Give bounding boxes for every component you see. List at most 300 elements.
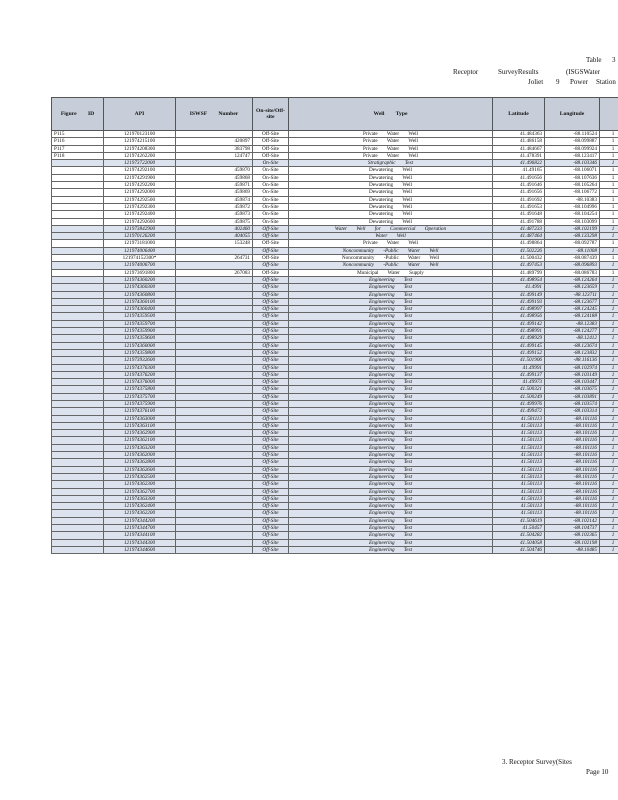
cell-site: Off-Site [253,357,289,364]
cell-lon: -88.102142 [545,517,600,524]
cell-lat: 41.499472 [493,408,545,415]
cell-x: 1 [600,408,618,415]
cell-x: 1 [600,247,618,254]
table-row [52,466,618,473]
table-row [52,225,618,232]
cell-lat: 41.49991 [493,364,545,371]
cell-fig [52,167,104,174]
cell-x: 1 [600,532,618,539]
cell-lon: -88.101116 [545,444,600,451]
cell-type: Private Water Well [289,131,493,138]
cell-fig [52,313,104,320]
col-header-well-type: Well Type [289,98,493,131]
cell-x: 1 [600,320,618,327]
cell-site: Off-Site [253,335,289,342]
cell-type: Dewatering Well [289,167,493,174]
cell-type: Engineering Test [289,532,493,539]
table-row [52,211,618,218]
cell-lat: 41.501113 [493,444,545,451]
table-row [52,525,618,532]
cell-site: Off-Site [253,313,289,320]
cell-lat: 41.484667 [493,145,545,152]
cell-x: 1 [600,364,618,371]
title-part: (ISGSWater [566,68,601,76]
table-row [52,349,618,356]
cell-api: 121973932600 [104,357,176,364]
cell-lon: -88.101116 [545,415,600,422]
cell-type: Water Well for Commercial Operation [289,225,493,232]
cell-lat: 41.498864 [493,240,545,247]
cell-lat: 41.491653 [493,203,545,210]
cell-type: Engineering Test [289,430,493,437]
cell-isws: 459875 [176,218,253,225]
table-row [52,262,618,269]
cell-x: 1 [600,357,618,364]
cell-site: On-Site [253,203,289,210]
cell-x: 1 [600,481,618,488]
cell-site: Off-Site [253,255,289,262]
cell-type: Dewatering Well [289,218,493,225]
cell-type: Private Water Well [289,240,493,247]
cell-type: Engineering Test [289,422,493,429]
cell-type: Private Water Well [289,138,493,145]
cell-fig: P118 [52,152,104,159]
cell-lon: -88.101116 [545,459,600,466]
table-row [52,415,618,422]
cell-api: 121974362200 [104,510,176,517]
cell-lat: 41.499149 [493,291,545,298]
cell-lon: -88.101116 [545,437,600,444]
table-row [52,452,618,459]
cell-fig [52,393,104,400]
cell-x: 1 [600,495,618,502]
cell-lat: 41.504282 [493,532,545,539]
cell-lon: -88.102365 [545,532,600,539]
cell-lat: 41.497453 [493,262,545,269]
cell-fig [52,415,104,422]
cell-fig [52,211,104,218]
cell-lon: -88.101116 [545,422,600,429]
cell-lat: 41.491788 [493,218,545,225]
cell-isws: 404055 [176,233,253,240]
subtitle-part: Power [570,78,588,86]
cell-lat: 41.499145 [493,342,545,349]
cell-x: 1 [600,349,618,356]
cell-site: On-Site [253,167,289,174]
cell-fig [52,203,104,210]
cell-fig: P115 [52,131,104,138]
cell-lat: 41.486158 [493,138,545,145]
cell-type: Engineering Test [289,481,493,488]
cell-fig [52,495,104,502]
cell-lat: 41.487233 [493,225,545,232]
cell-fig [52,386,104,393]
cell-site: Off-Site [253,291,289,298]
cell-type: Engineering Test [289,386,493,393]
cell-x: 1 [600,167,618,174]
cell-isws [176,357,253,364]
cell-x: 1 [600,233,618,240]
cell-lat: 41.499193 [493,298,545,305]
cell-isws: 459873 [176,211,253,218]
cell-site: Off-Site [253,408,289,415]
cell-site: On-Site [253,189,289,196]
cell-lon: -88.103099 [545,218,600,225]
table-row [52,430,618,437]
cell-fig [52,371,104,378]
table-row [52,386,618,393]
cell-site: Off-Site [253,539,289,546]
table-row [52,517,618,524]
cell-lat: 41.502226 [493,247,545,254]
cell-type: Engineering Test [289,408,493,415]
cell-x: 1 [600,546,618,553]
cell-site: On-Site [253,174,289,181]
cell-site: On-Site [253,211,289,218]
cell-fig [52,452,104,459]
cell-site: Off-Site [253,481,289,488]
cell-lat: 41.4991 [493,284,545,291]
cell-api: 121974344600 [104,546,176,553]
cell-type: Engineering Test [289,510,493,517]
cell-x: 1 [600,174,618,181]
cell-isws [176,284,253,291]
cell-isws: 402460 [176,225,253,232]
cell-type: Engineering Test [289,444,493,451]
cell-lat: 41.496822 [493,160,545,167]
cell-lon: -88.12383 [545,320,600,327]
cell-api: 121974292100 [104,167,176,174]
cell-x: 1 [600,328,618,335]
cell-type: Stratigraphic Test [289,160,493,167]
table-row [52,422,618,429]
cell-api: 121974362600 [104,466,176,473]
cell-lon: -88.116136 [545,357,600,364]
cell-type: Engineering Test [289,437,493,444]
title-part: SurveyResults [498,68,539,76]
cell-isws [176,386,253,393]
cell-lat: 41.491692 [493,196,545,203]
cell-lon: -88.10383 [545,196,600,203]
cell-isws [176,422,253,429]
table-row [52,473,618,480]
cell-lon: -88.103149 [545,371,600,378]
cell-isws [176,298,253,305]
cell-isws [176,349,253,356]
cell-isws: 459872 [176,203,253,210]
cell-x: 1 [600,196,618,203]
cell-x: 1 [600,240,618,247]
cell-type: Engineering Test [289,364,493,371]
cell-site: Off-Site [253,430,289,437]
cell-api: 121974344200 [104,517,176,524]
table-row [52,298,618,305]
cell-lon: -88.103346 [545,160,600,167]
cell-api: 121974375900 [104,400,176,407]
cell-isws [176,510,253,517]
cell-fig [52,517,104,524]
cell-lat: 41.504058 [493,539,545,546]
cell-lon: -88.101116 [545,466,600,473]
cell-x: 1 [600,430,618,437]
cell-site: Off-Site [253,379,289,386]
cell-lon: -88.101116 [545,481,600,488]
table-row [52,167,618,174]
cell-site: Off-Site [253,546,289,553]
table-header-row [52,98,618,131]
cell-lon: -88.101116 [545,488,600,495]
cell-type: Engineering Test [289,495,493,502]
cell-fig [52,349,104,356]
cell-fig: P116 [52,138,104,145]
cell-isws [176,342,253,349]
cell-site: Off-Site [253,386,289,393]
table-row [52,503,618,510]
cell-lat: 41.501113 [493,503,545,510]
cell-lat: 41.478391 [493,152,545,159]
cell-type: Noncommunity -Public Water Well [289,255,493,262]
cell-type: Engineering Test [289,320,493,327]
cell-type: Engineering Test [289,517,493,524]
cell-lat: 41.501113 [493,422,545,429]
cell-site: Off-Site [253,276,289,283]
cell-fig [52,503,104,510]
cell-api: 121974215100 [104,138,176,145]
cell-lon: -88.123674 [545,342,600,349]
cell-x: 1 [600,145,618,152]
cell-fig [52,539,104,546]
cell-isws [176,437,253,444]
cell-site: Off-Site [253,349,289,356]
cell-lat: 41.501906 [493,357,545,364]
cell-lon: -88.124277 [545,328,600,335]
cell-site: Off-Site [253,503,289,510]
cell-site: Off-Site [253,320,289,327]
cell-lat: 41.50457 [493,525,545,532]
table-row [52,189,618,196]
cell-fig [52,525,104,532]
cell-type: Engineering Test [289,525,493,532]
cell-api: 121974292300 [104,203,176,210]
cell-type: Engineering Test [289,473,493,480]
cell-x: 1 [600,284,618,291]
cell-lon: -88.102974 [545,364,600,371]
cell-lon: -88.103891 [545,393,600,400]
cell-isws [176,532,253,539]
cell-fig [52,481,104,488]
cell-lon: -88.124264 [545,276,600,283]
cell-lat: 41.498997 [493,306,545,313]
cell-lat: 41.498929 [493,335,545,342]
cell-lat: 41.499152 [493,349,545,356]
cell-lat: 41.500432 [493,255,545,262]
cell-api: 121974362800 [104,459,176,466]
cell-x: 1 [600,503,618,510]
footer-reference: 3. Receptor Survey(Sites [502,758,572,766]
table-row [52,328,618,335]
cell-fig [52,174,104,181]
cell-lat: 41.491646 [493,182,545,189]
cell-isws [176,371,253,378]
cell-type: Engineering Test [289,466,493,473]
cell-api: 121973181000 [104,240,176,247]
cell-type: Engineering Test [289,276,493,283]
cell-isws: 459870 [176,167,253,174]
table-number: 3 [612,56,616,64]
cell-type: Engineering Test [289,313,493,320]
cell-site: Off-Site [253,495,289,502]
cell-isws [176,364,253,371]
cell-lat: 41.498991 [493,328,545,335]
cell-site: Off-Site [253,284,289,291]
cell-isws [176,160,253,167]
table-row [52,138,618,145]
cell-fig [52,233,104,240]
cell-site: Off-Site [253,298,289,305]
table-row [52,546,618,553]
cell-lon: -88.107636 [545,174,600,181]
cell-fig [52,262,104,269]
cell-fig [52,473,104,480]
cell-api: 121970123100 [104,131,176,138]
cell-lon: -88.102198 [545,539,600,546]
cell-fig [52,291,104,298]
cell-lat: 41.501113 [493,415,545,422]
cell-site: Off-Site [253,459,289,466]
cell-site: Off-Site [253,525,289,532]
cell-lon: -88.12412 [545,335,600,342]
cell-api: 121974292200 [104,182,176,189]
cell-x: 1 [600,466,618,473]
col-header-extra [600,98,618,131]
cell-lon: -88.123677 [545,298,600,305]
table-row [52,495,618,502]
cell-site: Off-Site [253,473,289,480]
cell-lat: 41.491648 [493,211,545,218]
cell-x: 1 [600,225,618,232]
cell-lon: -88.110524 [545,131,600,138]
cell-x: 1 [600,269,618,276]
cell-lat: 41.501113 [493,510,545,517]
cell-isws [176,444,253,451]
cell-type: Dewatering Well [289,174,493,181]
cell-type: Water Well [289,233,493,240]
cell-lon: -88.123711 [545,291,600,298]
cell-api: 121973842900 [104,225,176,232]
col-header-onsite: On-site/Off-site [253,98,289,131]
cell-site: Off-Site [253,444,289,451]
cell-lat: 41.501113 [493,473,545,480]
cell-fig [52,335,104,342]
cell-lon: -88.099924 [545,145,600,152]
cell-type: Engineering Test [289,291,493,298]
cell-fig [52,269,104,276]
cell-isws [176,488,253,495]
cell-type: Engineering Test [289,539,493,546]
cell-api: 121974362400 [104,503,176,510]
cell-isws [176,400,253,407]
cell-type: Engineering Test [289,357,493,364]
cell-fig [52,240,104,247]
cell-isws [176,525,253,532]
cell-lon: -88.101116 [545,495,600,502]
cell-type: Noncommunity -Public Water Well [289,262,493,269]
subtitle-part: Joliet [528,78,544,86]
cell-lon: -88.101116 [545,430,600,437]
cell-type: Engineering Test [289,342,493,349]
cell-fig [52,459,104,466]
subtitle-part: 9 [556,78,560,86]
cell-type: Engineering Test [289,488,493,495]
cell-type: Engineering Test [289,393,493,400]
cell-lon: -88.104254 [545,211,600,218]
cell-lat: 41.498956 [493,313,545,320]
cell-lon: -88.102199 [545,225,600,232]
table-row [52,313,618,320]
cell-fig [52,408,104,415]
cell-lon: -88.103447 [545,379,600,386]
cell-fig [52,306,104,313]
cell-isws [176,452,253,459]
table-row [52,408,618,415]
cell-x: 1 [600,415,618,422]
cell-api: 121974376200 [104,371,176,378]
cell-x: 1 [600,510,618,517]
table-row [52,182,618,189]
cell-isws: 459869 [176,189,253,196]
cell-api: 121974376300 [104,364,176,371]
cell-fig [52,255,104,262]
table-row [52,152,618,159]
cell-site: Off-Site [253,532,289,539]
cell-fig [52,342,104,349]
cell-lat: 41.500249 [493,393,545,400]
table-row [52,437,618,444]
cell-isws [176,328,253,335]
table-row [52,371,618,378]
table-row [52,255,618,262]
cell-site: On-Site [253,218,289,225]
cell-x: 1 [600,291,618,298]
cell-isws: 459874 [176,196,253,203]
cell-isws [176,503,253,510]
cell-api: 121974376100 [104,408,176,415]
table-row [52,233,618,240]
cell-type: Dewatering Well [289,196,493,203]
col-header-latitude: Latitude [493,98,545,131]
cell-fig [52,225,104,232]
cell-lat: 41.489799 [493,269,545,276]
cell-lon: -88.096893 [545,262,600,269]
cell-lat: 41.499142 [493,320,545,327]
cell-lon: -88.106772 [545,189,600,196]
cell-site: Off-Site [253,510,289,517]
cell-api: 121974362900 [104,430,176,437]
cell-isws: 383798 [176,145,253,152]
cell-isws [176,408,253,415]
cell-api: 121974362500 [104,473,176,480]
table-row [52,145,618,152]
cell-api: 121970126200 [104,233,176,240]
table-row [52,539,618,546]
cell-isws: 124747 [176,152,253,159]
cell-x: 1 [600,276,618,283]
cell-site: Off-Site [253,400,289,407]
cell-lon: -88.099887 [545,138,600,145]
table-row [52,174,618,181]
cell-x: 1 [600,138,618,145]
cell-lon: -88.104737 [545,525,600,532]
